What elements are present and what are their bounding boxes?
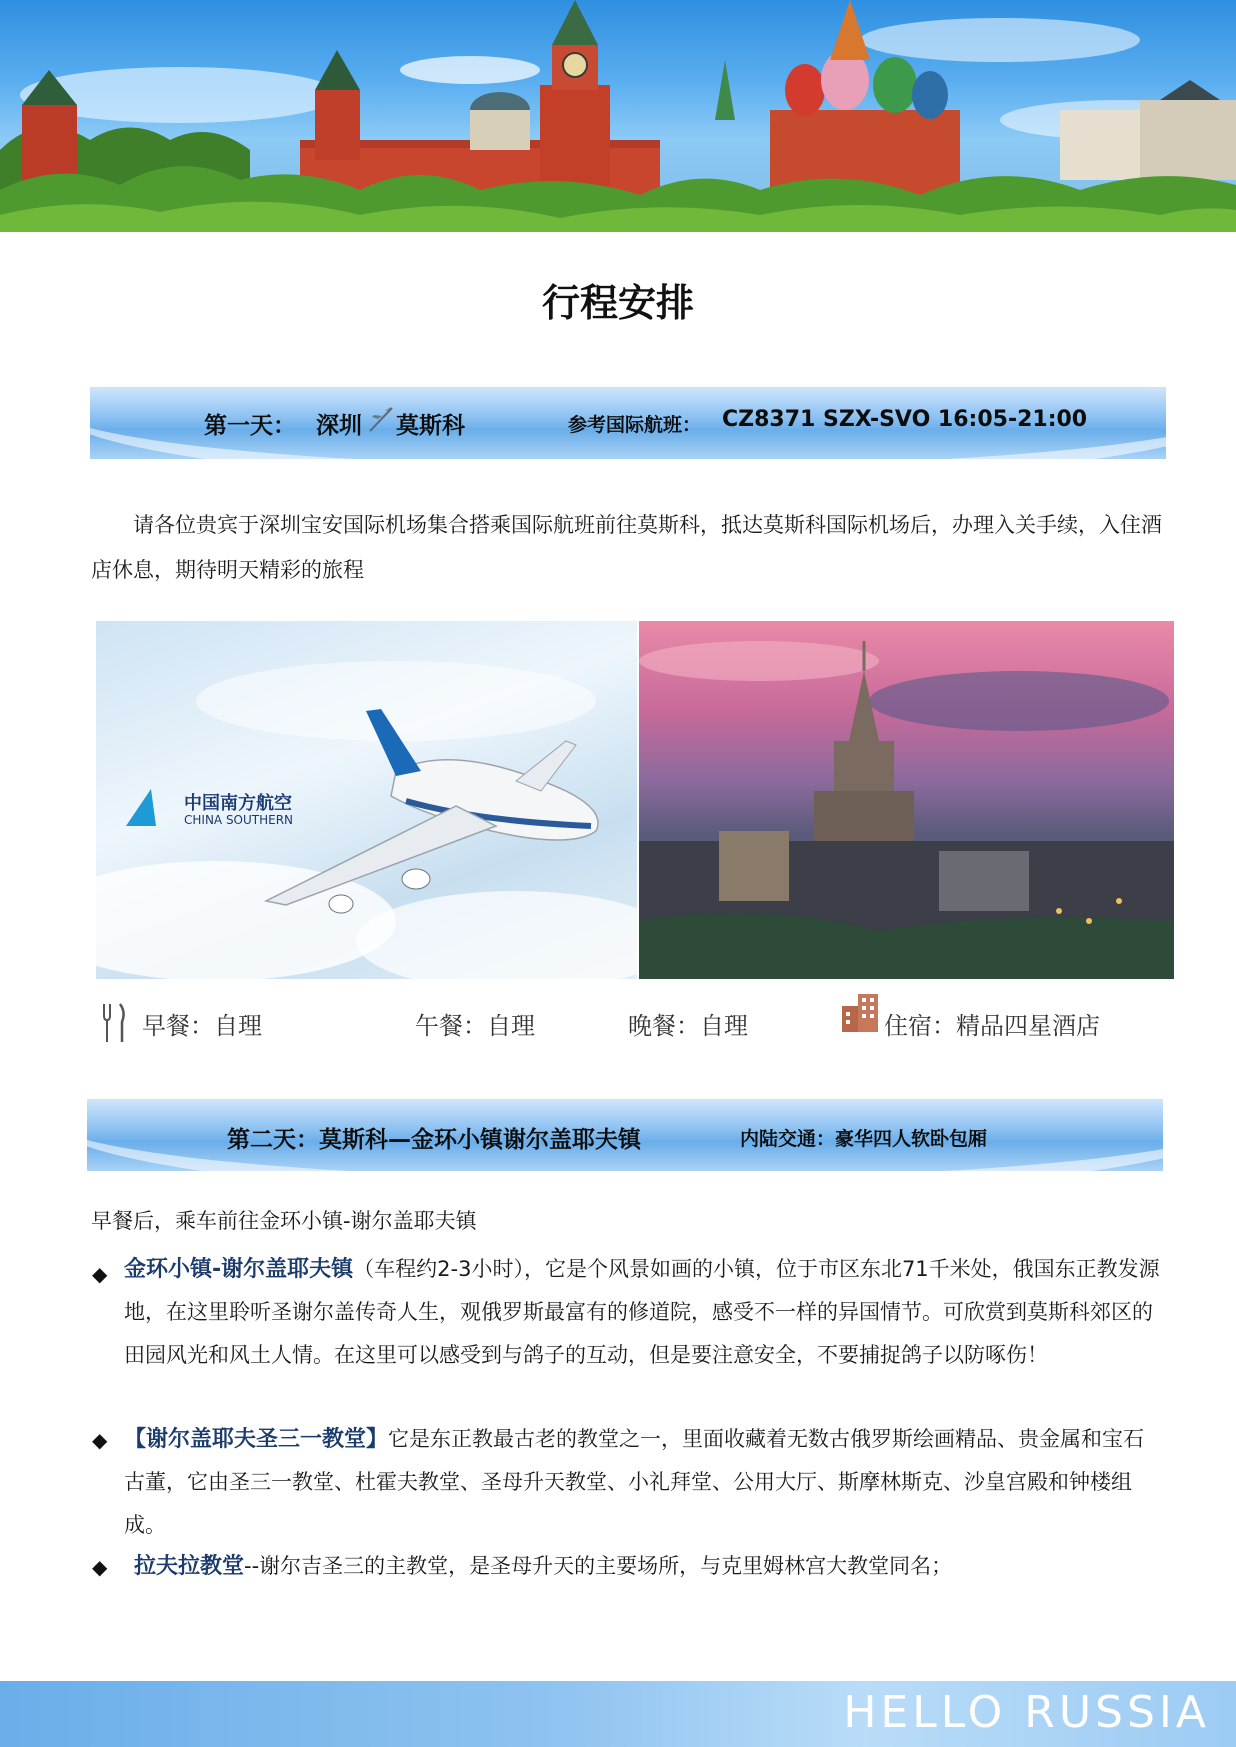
day2-item-1	[124, 1248, 1160, 1377]
footer-slogan: HELLO RUSSIA	[843, 1687, 1210, 1738]
day2-transport: 内陆交通：豪华四人软卧包厢	[740, 1128, 988, 1150]
day2-item-3	[134, 1545, 1170, 1588]
china-southern-logo-cn: 中国南方航空	[184, 793, 292, 814]
meal-breakfast: 早餐：自理	[142, 1012, 262, 1040]
china-southern-logo-en: CHINA SOUTHERN	[184, 813, 294, 827]
diamond-bullet-icon: ◆	[92, 1262, 108, 1286]
header-banner-image	[0, 0, 1236, 232]
day1-route-to: 莫斯科	[396, 413, 465, 439]
day1-route-from: 深圳	[316, 413, 362, 439]
day2-heading: 第二天：莫斯科—金环小镇谢尔盖耶夫镇	[227, 1127, 641, 1153]
day2-item-1-text: （车程约2-3小时），它是个风景如画的小镇，位于市区东北71千米处，俄国东正教发源地，在这里聆听圣谢尔盖传奇人生，观俄罗斯最富有的修道院，感受不一样的异国情节。可欣赏到莫斯科郊区的田园风光和风土人情。在这里可以感受到与鸽子的互动，但是要注意安全，不要捕捉鸽子以防啄伤！	[124, 1257, 1160, 1367]
meal-dinner: 晚餐：自理	[628, 1012, 748, 1040]
day2-item-2	[124, 1418, 1160, 1547]
meal-lunch: 午餐：自理	[415, 1012, 535, 1040]
day1-heading: 第一天：	[204, 413, 296, 439]
hotel-building-icon	[840, 992, 882, 1038]
day2-item-3-text: --谢尔吉圣三的主教堂，是圣母升天的主要场所，与克里姆林宫大教堂同名；	[244, 1554, 953, 1578]
day2-item-1-title: 金环小镇-谢尔盖耶夫镇	[124, 1257, 354, 1282]
day1-header-band	[90, 387, 1166, 459]
day2-item-2-title: 【谢尔盖耶夫圣三一教堂】	[124, 1427, 389, 1452]
kremlin-skyline-illustration	[0, 0, 1236, 232]
day1-description: 请各位贵宾于深圳宝安国际机场集合搭乘国际航班前往莫斯科，抵达莫斯科国际机场后，办理入关手续，入住酒店休息，期待明天精彩的旅程	[91, 513, 1162, 582]
page-title: 行程安排	[541, 281, 694, 325]
day2-item-2-text: 它是东正教最古老的教堂之一，里面收藏着无数古俄罗斯绘画精品、贵金属和宝石古董，它由圣三一教堂、杜霍夫教堂、圣母升天教堂、小礼拜堂、公用大厅、斯摩林斯克、沙皇宫殿和钟楼组成。	[124, 1427, 1145, 1537]
meal-hotel: 住宿：精品四星酒店	[884, 1012, 1100, 1040]
diamond-bullet-icon: ◆	[92, 1555, 108, 1579]
diamond-bullet-icon: ◆	[92, 1428, 108, 1452]
day2-header-band	[87, 1099, 1163, 1171]
china-southern-plane-photo	[96, 621, 637, 979]
airplane-icon	[368, 405, 394, 437]
footer-band	[0, 1681, 1236, 1747]
day1-flight-label: 参考国际航班：	[568, 414, 702, 436]
cutlery-icon	[100, 1002, 128, 1048]
day2-item-3-title: 拉夫拉教堂	[134, 1554, 245, 1579]
day1-flight-value: CZ8371 SZX-SVO 16:05-21:00	[722, 407, 1088, 432]
moscow-skyline-dusk-photo	[639, 621, 1174, 979]
day2-intro: 早餐后，乘车前往金环小镇-谢尔盖耶夫镇	[91, 1209, 477, 1233]
